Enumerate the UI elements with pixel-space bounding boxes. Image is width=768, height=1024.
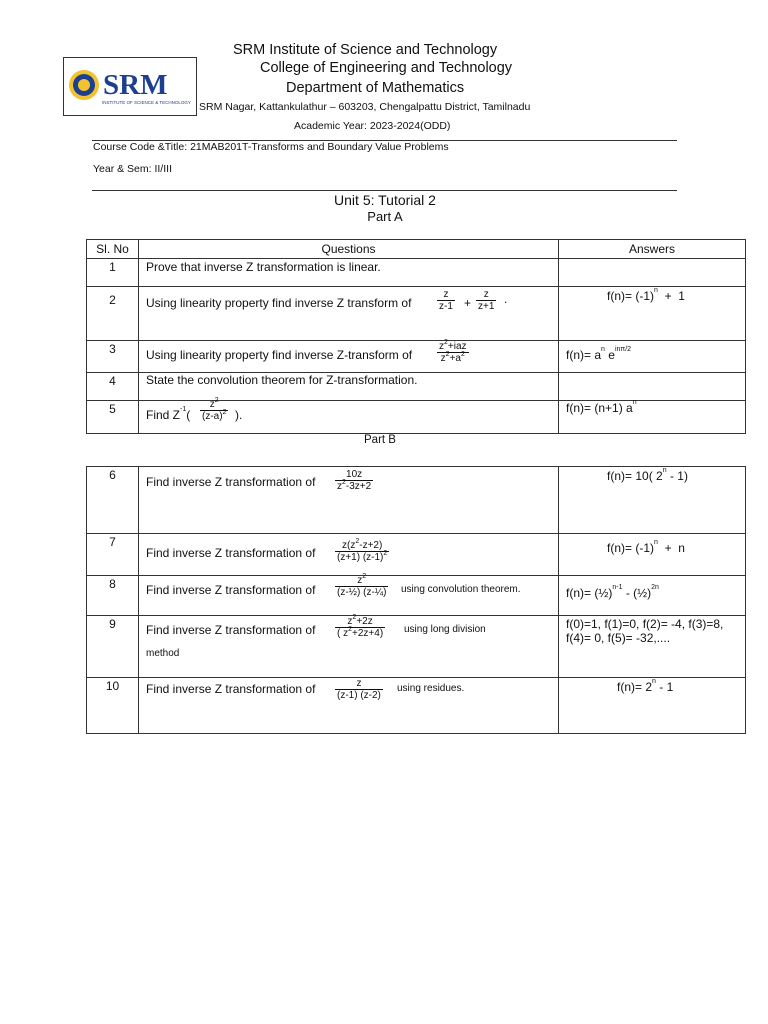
question-text: Find inverse Z transformation of — [146, 623, 316, 637]
question-text: Find inverse Z transformation of — [146, 583, 316, 597]
math-fraction: $\frac{z}{z-1}$ — [439, 289, 453, 312]
row-number: 10 — [87, 678, 139, 734]
answer-text: f(n)= (n+1) $a^n$ — [566, 399, 637, 415]
srm-logo — [63, 57, 197, 116]
col-sl: Sl. No — [87, 240, 139, 259]
math-fraction: $\frac{10z}{z^2-3z+2}$ — [337, 469, 372, 492]
row-number: 9 — [87, 616, 139, 678]
answer-text: f(0)=1, f(1)=0, f(2)= -4, f(3)=8, — [566, 617, 724, 631]
table-row — [87, 534, 746, 576]
table-row — [87, 576, 746, 616]
question-text: Find inverse Z transformation of — [146, 475, 316, 489]
academic-year: Academic Year: 2023-2024(ODD) — [294, 120, 451, 132]
part-a-heading: Part A — [367, 209, 403, 224]
answer-cell — [559, 373, 746, 401]
math-fraction: $\frac{z(z^2-z+2)}{(z+1) (z-1)^2}$ — [337, 538, 388, 563]
math-close: ). — [235, 408, 243, 422]
answer-text: f(n)= (½)$^{n-1}$ - (½)$^{2n}$ — [566, 584, 659, 600]
col-questions: Questions — [139, 240, 559, 259]
college-name: College of Engineering and Technology — [260, 60, 513, 76]
table-row — [87, 401, 746, 434]
question-text: Find $Z^{-1}$( — [146, 406, 191, 422]
table-row — [87, 259, 746, 287]
answer-text-line2: f(4)= 0, f(5)= -32,.... — [566, 631, 671, 645]
row-number: 8 — [87, 576, 139, 616]
question-suffix: using long division — [404, 624, 486, 635]
table-row — [87, 616, 746, 678]
logo-subtitle: INSTITUTE OF SCIENCE & TECHNOLOGY — [102, 100, 191, 105]
part-b-heading: Part B — [364, 434, 396, 446]
question-text: Using linearity property find inverse Z transform of — [146, 296, 412, 310]
divider-bottom — [92, 190, 677, 191]
table-header-row — [87, 240, 746, 259]
math-fraction: $\frac{z^2}{(z-a)^2}$ — [202, 397, 227, 422]
math-fraction: $z^2+iaz$ $z^2+a^2$ — [439, 339, 467, 364]
answer-text: f(n)= 10( 2$^n$ - 1) — [607, 467, 688, 483]
table-row — [87, 373, 746, 401]
question-text: Find inverse Z transformation of — [146, 682, 316, 696]
math-period: . — [504, 292, 508, 306]
question-suffix: using residues. — [397, 683, 465, 694]
course-title: Course Code &Title: 21MAB201T-Transforms and Boundary Value Problems — [93, 141, 449, 153]
part-b-table — [86, 466, 746, 734]
unit-title: Unit 5: Tutorial 2 — [334, 192, 436, 208]
row-number: 7 — [87, 534, 139, 576]
answer-cell — [559, 259, 746, 287]
question-text: Prove that inverse Z transformation is linear. — [146, 260, 381, 274]
answer-text: $f(n)= a^n$ $e^{in\pi/2}$ — [566, 346, 632, 362]
math-fraction: $\frac{z^2}{\text{(z-½) (z-¼)}}$ — [337, 573, 387, 598]
table-row — [87, 287, 746, 341]
answer-text: $f(n)= (-1)^n + n$ — [607, 539, 685, 555]
question-suffix: using convolution theorem. — [401, 584, 521, 595]
year-sem: Year & Sem: II/III — [93, 163, 172, 175]
row-number: 3 — [87, 341, 139, 373]
department-name: Department of Mathematics — [286, 80, 465, 96]
part-a-table — [86, 239, 746, 434]
math-fraction: $\frac{z}{z+1}$ — [478, 289, 495, 312]
logo-wordmark: SRM — [103, 69, 168, 101]
institute-name: SRM Institute of Science and Technology — [233, 42, 498, 58]
row-number: 1 — [87, 259, 139, 287]
question-text: State the convolution theorem for Z-transformation. — [146, 373, 418, 387]
answer-text: $f(n)= (-1)^n + 1$ — [607, 287, 685, 303]
table-row — [87, 341, 746, 373]
math-fraction: $\frac{z}{(z-1) (z-2)}$ — [337, 678, 381, 701]
question-suffix-line2: method — [146, 648, 180, 659]
question-text: Find inverse Z transformation of — [146, 546, 316, 560]
address: SRM Nagar, Kattankulathur – 603203, Chengalpattu District, Tamilnadu — [199, 101, 531, 113]
math-plus: + — [464, 296, 472, 310]
table-row — [87, 678, 746, 734]
math-fraction: $\frac{z^2+2z}{( z^2+2z+4)}$ — [337, 614, 384, 639]
row-number: 4 — [87, 373, 139, 401]
col-answers: Answers — [559, 240, 746, 259]
question-text: Using linearity property find inverse Z-transform of — [146, 348, 413, 362]
table-row — [87, 467, 746, 534]
row-number: 6 — [87, 467, 139, 534]
row-number: 2 — [87, 287, 139, 341]
answer-text: $f(n)= 2^n - 1$ — [617, 678, 674, 694]
row-number: 5 — [87, 401, 139, 434]
